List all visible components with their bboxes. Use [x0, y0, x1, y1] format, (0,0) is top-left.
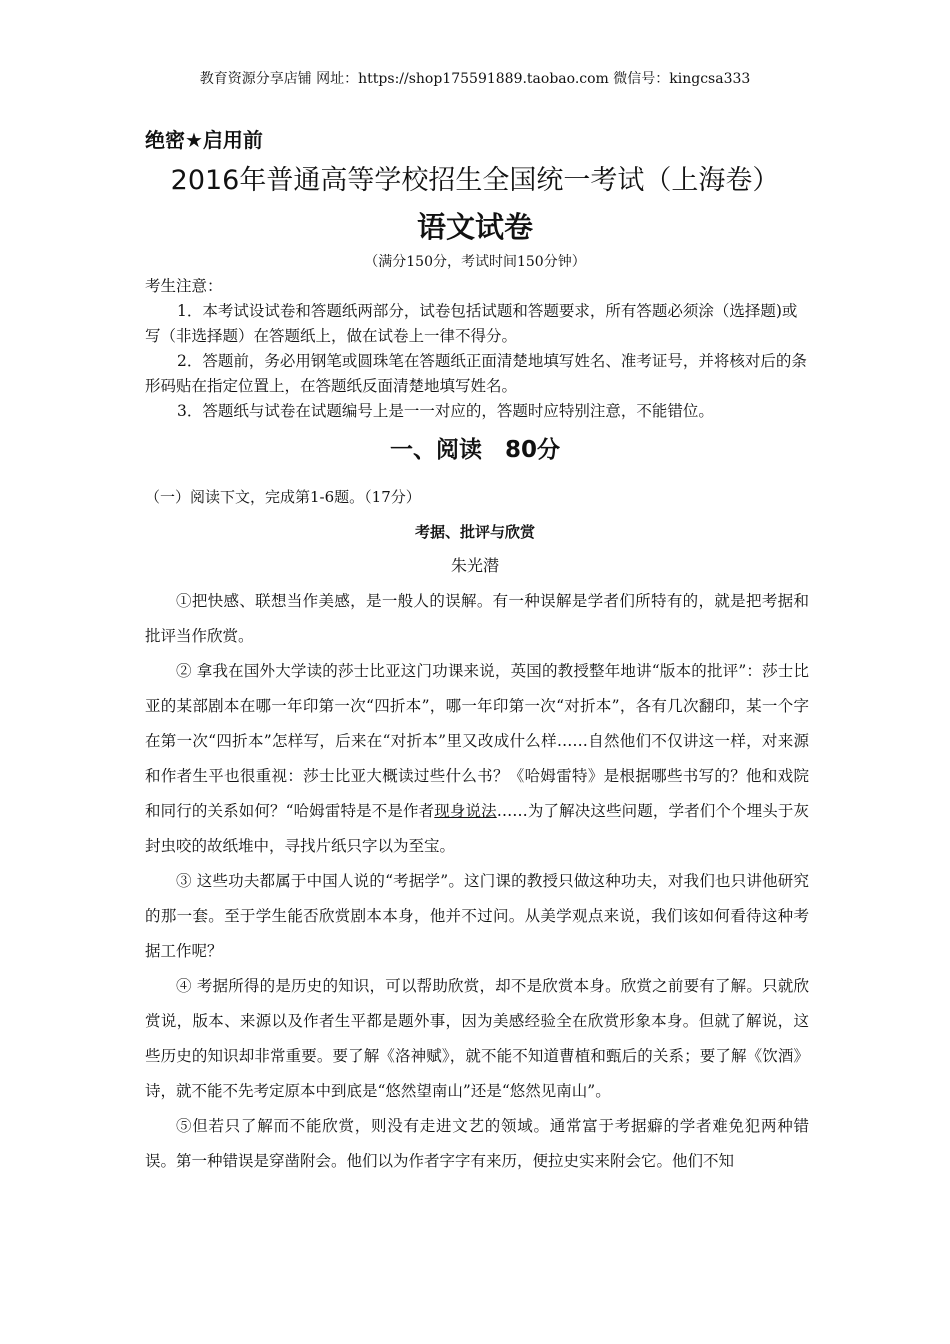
- paragraph-1: ①把快感、联想当作美感，是一般人的误解。有一种误解是学者们所特有的，就是把考据和批评当作欣赏。: [145, 592, 809, 645]
- score-info: （满分150分，考试时间150分钟）: [364, 254, 586, 270]
- page-header: 教育资源分享店铺 网址：https://shop175591889.taobao.com 微信号：kingcsa333: [199, 71, 751, 87]
- article-author: 朱光潜: [450, 556, 499, 575]
- paragraph-2: [145, 654, 809, 864]
- paragraph-2-text-b: ……为了解决这些问题，学者们个个埋头于灰封虫咬的故纸堆中，寻找片纸只字以为至宝。: [145, 802, 809, 855]
- notice-item: 3．答题纸与试卷在试题编号上是一一对应的，答题时应特别注意，不能错位。: [177, 402, 714, 420]
- section-title: 一、阅读 80分: [389, 437, 560, 463]
- paragraph-5: ⑤但若只了解而不能欣赏，则没有走进文艺的领域。通常富于考据癖的学者难免犯两种错误。第一种错误是穿凿附会。他们以为作者字字有来历，便拉史实来附会它。他们不知: [145, 1117, 809, 1170]
- exam-title: 2016年普通高等学校招生全国统一考试（上海卷）: [170, 165, 780, 196]
- paragraph-3: ③ 这些功夫都属于中国人说的“考据学”。这门课的教授只做这种功夫，对我们也只讲他研究的那一套。至于学生能否欣赏剧本本身，他并不过问。从美学观点来说，我们该如何看待这种考据工作呢？: [145, 872, 809, 960]
- subject-title: 语文试卷: [416, 210, 533, 244]
- underlined-phrase: 现身说法: [434, 802, 497, 820]
- paragraph-4: ④ 考据所得的是历史的知识，可以帮助欣赏，却不是欣赏本身。欣赏之前要有了解。只就欣赏说，版本、来源以及作者生平都是题外事，因为美感经验全在欣赏形象本身。但就了解说，这些历史的知识却非常重要。要了解《洛神赋》，就不能不知道曹植和甄后的关系；要了解《饮酒》诗，就不能不先考定原本中到底是“悠然望南山”还是“悠然见南山”。: [145, 977, 809, 1100]
- subsection-instruction: （一）阅读下文，完成第1-6题。（17分）: [145, 488, 421, 506]
- notice-item: 2．答题前，务必用钢笔或圆珠笔在答题纸正面清楚地填写姓名、准考证号，并将核对后的条形码贴在指定位置上，在答题纸反面清楚地填写姓名。: [145, 352, 807, 395]
- notice-heading: 考生注意：: [145, 277, 223, 295]
- article-body: [145, 584, 809, 1179]
- confidential-label: 绝密★启用前: [145, 128, 263, 152]
- notice-item: 1．本考试设试卷和答题纸两部分，试卷包括试题和答题要求，所有答题必须涂（选择题)或写（非选择题）在答题纸上，做在试卷上一律不得分。: [145, 302, 798, 345]
- paragraph-2-text-a: ② 拿我在国外大学读的莎士比亚这门功课来说，英国的教授整年地讲“版本的批评”：莎士比亚的某部剧本在哪一年印第一次“四折本”，哪一年印第一次“对折本”，各有几次翻印，某一个字在第一次“四折本”怎样写，后来在“对折本”里又改成什么样……自然他们不仅讲这一样，对来源和作者生平也很重视：莎士比亚大概读过些什么书？《哈姆雷特》是根据哪些书写的？他和戏院和同行的关系如何？“哈姆雷特是不是作者: [145, 662, 809, 820]
- article-title: 考据、批评与欣赏: [414, 523, 535, 541]
- candidate-notice: [145, 274, 807, 424]
